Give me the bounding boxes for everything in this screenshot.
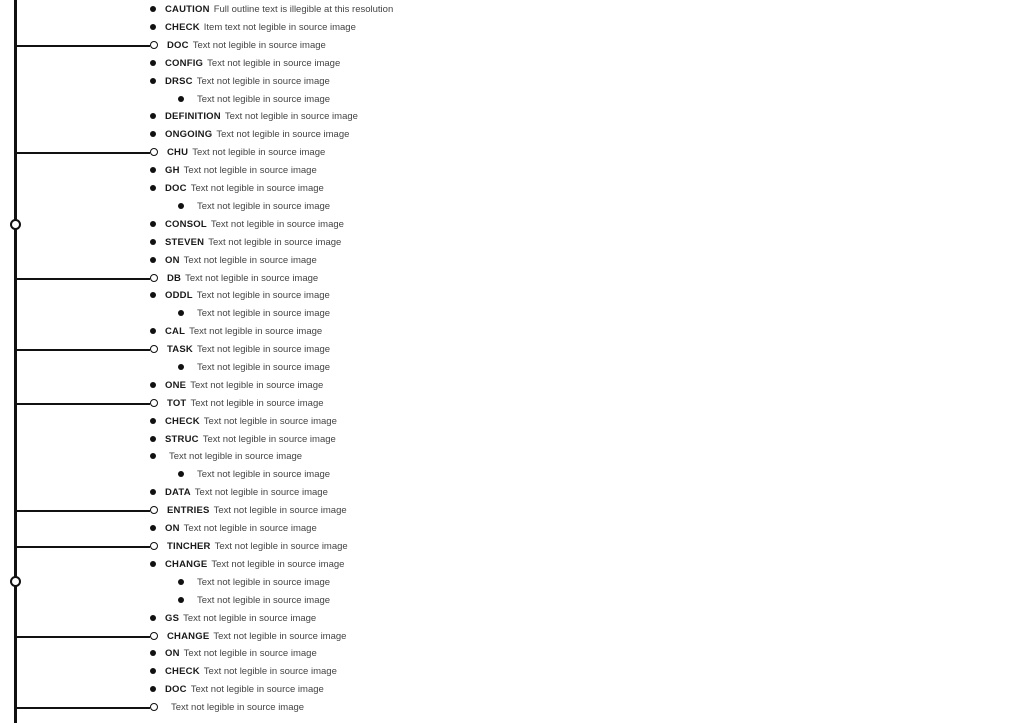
item-body-text: Text not legible in source image xyxy=(202,434,336,445)
item-lead-text: ON xyxy=(165,523,180,534)
bullet-icon xyxy=(150,221,156,227)
tree-spine xyxy=(14,0,17,723)
item-lead-text: ON xyxy=(165,648,180,659)
outline-item[interactable] xyxy=(150,73,1010,91)
bullet-icon xyxy=(150,328,156,334)
bullet-icon xyxy=(150,436,156,442)
item-body-text: Text not legible in source image xyxy=(183,523,317,534)
item-body-text: Text not legible in source image xyxy=(169,451,303,462)
item-lead-text: ODDL xyxy=(165,290,193,301)
bullet-icon xyxy=(178,310,184,316)
outline-item[interactable] xyxy=(150,144,1010,162)
item-body-text: Text not legible in source image xyxy=(183,613,317,624)
bullet-icon xyxy=(150,24,156,30)
node-bullet-icon xyxy=(150,542,158,550)
outline-item[interactable] xyxy=(150,502,1010,520)
item-lead-text: CHECK xyxy=(165,416,200,427)
bullet-icon xyxy=(150,131,156,137)
bullet-icon xyxy=(178,203,184,209)
outline-item[interactable] xyxy=(150,234,1010,252)
bullet-icon xyxy=(150,78,156,84)
outline-item[interactable] xyxy=(150,270,1010,288)
item-body-text: Text not legible in source image xyxy=(194,487,328,498)
bullet-icon xyxy=(150,6,156,12)
node-bullet-icon xyxy=(150,148,158,156)
item-lead-text: DOC xyxy=(167,40,189,51)
outline-item[interactable] xyxy=(150,55,1010,73)
outline-item[interactable] xyxy=(150,628,1010,646)
item-lead-text: DATA xyxy=(165,487,191,498)
spine-node[interactable] xyxy=(10,576,21,587)
item-lead-text: STRUC xyxy=(165,434,199,445)
bullet-icon xyxy=(150,113,156,119)
item-body-text: Text not legible in source image xyxy=(190,380,324,391)
tree-branch-line xyxy=(16,636,150,638)
item-lead-text: CONSOL xyxy=(165,219,207,230)
item-body-text: Text not legible in source image xyxy=(208,237,342,248)
outline-item[interactable] xyxy=(150,663,1010,681)
item-body-text: Text not legible in source image xyxy=(216,129,350,140)
outline-item[interactable] xyxy=(178,198,1008,216)
node-bullet-icon xyxy=(150,345,158,353)
tree-branch-line xyxy=(16,510,150,512)
bullet-icon xyxy=(150,60,156,66)
outline-item[interactable] xyxy=(150,484,1010,502)
item-body-text: Text not legible in source image xyxy=(197,577,331,588)
item-body-text: Full outline text is illegible at this resolution xyxy=(213,4,394,15)
tree-branch-line xyxy=(16,707,150,709)
outline-item[interactable] xyxy=(178,592,1008,610)
outline-item[interactable] xyxy=(178,305,1008,323)
node-bullet-icon xyxy=(150,506,158,514)
item-lead-text: DOC xyxy=(165,684,187,695)
bullet-icon xyxy=(178,96,184,102)
item-body-text: Text not legible in source image xyxy=(197,201,331,212)
outline-item[interactable] xyxy=(150,252,1010,270)
tree-branch-line xyxy=(16,403,150,405)
item-lead-text: DEFINITION xyxy=(165,111,221,122)
outline-item[interactable] xyxy=(150,37,1010,55)
outline-item[interactable] xyxy=(150,126,1010,144)
bullet-icon xyxy=(150,561,156,567)
item-body-text: Text not legible in source image xyxy=(211,559,345,570)
item-lead-text: CHU xyxy=(167,147,189,158)
bullet-icon xyxy=(150,686,156,692)
outline-item[interactable] xyxy=(150,538,1010,556)
item-lead-text: CHECK xyxy=(165,22,200,33)
item-body-text: Text not legible in source image xyxy=(192,40,326,51)
item-body-text: Text not legible in source image xyxy=(213,631,347,642)
bullet-icon xyxy=(150,382,156,388)
item-lead-text: ONE xyxy=(165,380,187,391)
outline-item[interactable] xyxy=(150,610,1010,628)
item-lead-text: ENTRIES xyxy=(167,505,210,516)
outline-item[interactable] xyxy=(178,574,1008,592)
tree-branch-line xyxy=(16,349,150,351)
bullet-icon xyxy=(178,364,184,370)
outline-item[interactable] xyxy=(150,19,1010,37)
bullet-icon xyxy=(150,525,156,531)
outline-item[interactable] xyxy=(150,448,1010,466)
outline-item[interactable] xyxy=(150,287,1010,305)
item-body-text: Text not legible in source image xyxy=(190,684,324,695)
item-body-text: Text not legible in source image xyxy=(190,398,324,409)
item-lead-text: GS xyxy=(165,613,180,624)
bullet-icon xyxy=(150,668,156,674)
item-body-text: Text not legible in source image xyxy=(190,183,324,194)
item-lead-text: CHANGE xyxy=(165,559,208,570)
node-bullet-icon xyxy=(150,41,158,49)
outline-item[interactable] xyxy=(150,323,1010,341)
item-body-text: Text not legible in source image xyxy=(196,76,330,87)
item-lead-text: DOC xyxy=(165,183,187,194)
item-body-text: Text not legible in source image xyxy=(183,255,317,266)
item-lead-text: DRSC xyxy=(165,76,193,87)
item-body-text: Text not legible in source image xyxy=(210,219,344,230)
bullet-icon xyxy=(150,185,156,191)
node-bullet-icon xyxy=(150,399,158,407)
item-body-text: Text not legible in source image xyxy=(213,505,347,516)
tree-branch-line xyxy=(16,45,150,47)
item-body-text: Text not legible in source image xyxy=(197,94,331,105)
tree-branch-line xyxy=(16,152,150,154)
item-lead-text: CONFIG xyxy=(165,58,204,69)
outline-item[interactable] xyxy=(150,520,1010,538)
outline-item[interactable] xyxy=(150,162,1010,180)
item-lead-text: ON xyxy=(165,255,180,266)
bullet-icon xyxy=(150,292,156,298)
item-lead-text: CHANGE xyxy=(167,631,210,642)
outline-item[interactable] xyxy=(150,395,1010,413)
item-body-text: Text not legible in source image xyxy=(197,595,331,606)
item-lead-text: TASK xyxy=(167,344,193,355)
node-bullet-icon xyxy=(150,703,158,711)
bullet-icon xyxy=(178,597,184,603)
outline-item[interactable] xyxy=(150,180,1010,198)
item-lead-text: TINCHER xyxy=(167,541,211,552)
outline-item[interactable] xyxy=(150,108,1010,126)
bullet-icon xyxy=(150,453,156,459)
item-body-text: Text not legible in source image xyxy=(197,308,331,319)
item-body-text: Text not legible in source image xyxy=(183,165,317,176)
outline-item[interactable] xyxy=(178,466,1008,484)
item-body-text: Text not legible in source image xyxy=(214,541,348,552)
item-body-text: Text not legible in source image xyxy=(171,702,305,713)
item-body-text: Text not legible in source image xyxy=(183,648,317,659)
item-lead-text: GH xyxy=(165,165,180,176)
node-bullet-icon xyxy=(150,274,158,282)
item-body-text: Text not legible in source image xyxy=(207,58,341,69)
bullet-icon xyxy=(150,167,156,173)
item-body-text: Text not legible in source image xyxy=(196,290,330,301)
item-body-text: Text not legible in source image xyxy=(203,416,337,427)
outline-item[interactable] xyxy=(150,431,1010,449)
item-body-text: Item text not legible in source image xyxy=(203,22,356,33)
bullet-icon xyxy=(150,489,156,495)
outline-item[interactable] xyxy=(178,359,1008,377)
spine-node[interactable] xyxy=(10,219,21,230)
item-lead-text: TOT xyxy=(167,398,187,409)
outline-item[interactable] xyxy=(150,341,1010,359)
outline-item[interactable] xyxy=(150,645,1010,663)
outline-item[interactable] xyxy=(150,413,1010,431)
item-body-text: Text not legible in source image xyxy=(189,326,323,337)
item-lead-text: STEVEN xyxy=(165,237,205,248)
outline-item[interactable] xyxy=(150,1,1010,19)
item-lead-text: DB xyxy=(167,273,182,284)
bullet-icon xyxy=(178,471,184,477)
tree-branch-line xyxy=(16,278,150,280)
item-body-text: Text not legible in source image xyxy=(185,273,319,284)
bullet-icon xyxy=(150,239,156,245)
tree-branch-line xyxy=(16,546,150,548)
outline-item[interactable] xyxy=(150,681,1010,699)
bullet-icon xyxy=(150,418,156,424)
bullet-icon xyxy=(150,650,156,656)
bullet-icon xyxy=(150,615,156,621)
outline-item[interactable] xyxy=(150,556,1010,574)
item-lead-text: CAL xyxy=(165,326,186,337)
item-body-text: Text not legible in source image xyxy=(224,111,358,122)
outline-item[interactable] xyxy=(150,699,1010,717)
item-lead-text: CHECK xyxy=(165,666,200,677)
bullet-icon xyxy=(150,257,156,263)
outline-item[interactable] xyxy=(150,216,1010,234)
outline-item[interactable] xyxy=(150,377,1010,395)
item-body-text: Text not legible in source image xyxy=(196,344,331,355)
item-body-text: Text not legible in source image xyxy=(197,469,331,480)
item-body-text: Text not legible in source image xyxy=(203,666,337,677)
item-lead-text: CAUTION xyxy=(165,4,210,15)
outline-item[interactable] xyxy=(178,91,1008,109)
item-body-text: Text not legible in source image xyxy=(197,362,331,373)
bullet-icon xyxy=(178,579,184,585)
item-body-text: Text not legible in source image xyxy=(192,147,326,158)
node-bullet-icon xyxy=(150,632,158,640)
item-lead-text: ONGOING xyxy=(165,129,213,140)
